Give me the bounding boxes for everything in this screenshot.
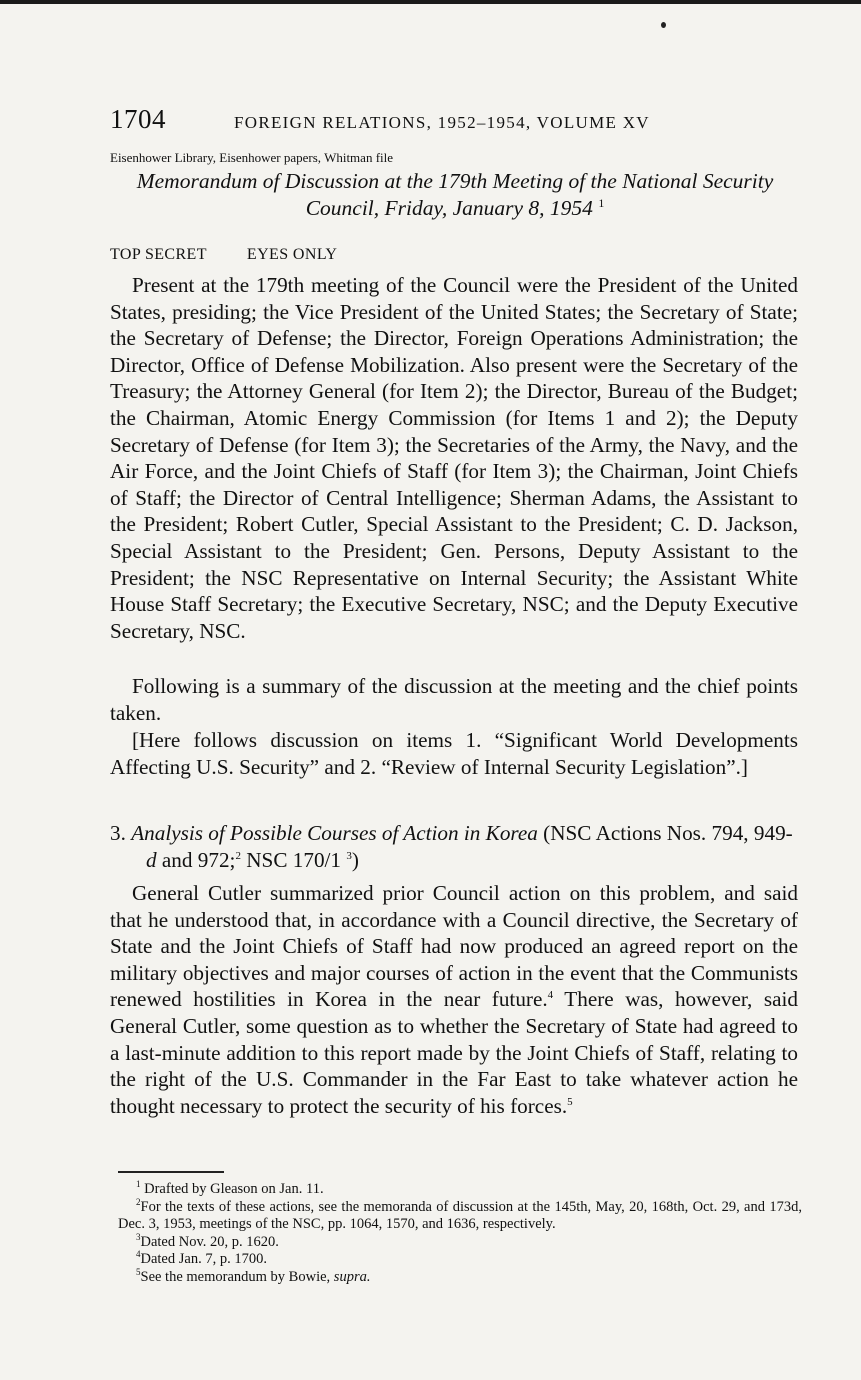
classification-level: TOP SECRET xyxy=(110,246,207,263)
item-number: 3. xyxy=(110,821,126,845)
running-head: FOREIGN RELATIONS, 1952–1954, VOLUME XV xyxy=(234,113,650,132)
footnote-5 xyxy=(118,1266,802,1287)
footnotes xyxy=(118,1181,802,1286)
page-header xyxy=(110,104,750,136)
item-ref-d: d xyxy=(146,847,157,872)
title-line-1: Memorandum of Discussion at the 179th Meeting of the National Security xyxy=(136,169,774,193)
footnote-italic: supra. xyxy=(333,1268,371,1285)
classification-marking xyxy=(110,246,337,264)
footnote-ref-5: 5 xyxy=(567,1095,573,1108)
footnote-ref-2: 2 xyxy=(235,849,241,862)
footnote-4 xyxy=(118,1251,802,1269)
item-ref-close: ) xyxy=(351,847,359,872)
footnote-1 xyxy=(118,1181,802,1199)
footnote-ref-3: 3 xyxy=(346,849,352,862)
editorial-note-paragraph: [Here follows discussion on items 1. “Significant World Developments Affecting U.S. Security” and 2. “Review of Internal Security Legislation”.] xyxy=(110,728,798,779)
footnote-number: 3 xyxy=(136,1231,141,1242)
document-title xyxy=(110,168,800,222)
item-ref-part1: (NSC Actions Nos. 794, 949- xyxy=(543,821,793,845)
source-citation: Eisenhower Library, Eisenhower papers, Whitman file xyxy=(110,150,394,165)
title-footnote-mark: 1 xyxy=(598,195,605,210)
item-ref-part2: and 972; xyxy=(156,847,236,872)
page-top-border xyxy=(0,0,861,4)
item-title: Analysis of Possible Courses of Action in Korea xyxy=(131,821,538,845)
footnote-number: 2 xyxy=(136,1196,141,1207)
footnote-text: Dated Nov. 20, p. 1620. xyxy=(140,1233,279,1250)
item-3-heading xyxy=(110,820,798,873)
cutler-text-2: There was, however, said General Cutler, some question as to whether the Secretary of State had agreed to a last-minute addition to this report made by the Joint Chiefs of Staff, relating to the right of the U.S. Commander in the Far East to take whatever action he thought necessary to protect the security of his forces. xyxy=(110,987,798,1118)
page-number: 1704 xyxy=(110,104,166,134)
footnote-text: For the texts of these actions, see the memoranda of discussion at the 145th, May, 20, 168th, Oct. 29, and 173d, Dec. 3, 1953, meetings of the NSC, pp. 1064, 1570, and 1636, respectively. xyxy=(118,1198,802,1232)
footnote-2 xyxy=(118,1196,802,1234)
footnote-number: 5 xyxy=(136,1266,141,1277)
footnote-3 xyxy=(118,1231,802,1252)
scan-speck xyxy=(661,22,666,28)
item-ref-part3: NSC 170/1 xyxy=(240,847,342,872)
title-line-2-text: Council, Friday, January 8, 1954 xyxy=(305,196,593,220)
cutler-paragraph xyxy=(110,880,798,1119)
classification-handling: EYES ONLY xyxy=(246,246,338,263)
footnote-text: See the memorandum by Bowie, xyxy=(140,1268,334,1285)
footnote-ref-4: 4 xyxy=(547,989,554,1002)
summary-paragraph: Following is a summary of the discussion at the meeting and the chief points taken. xyxy=(110,674,798,725)
footnote-separator xyxy=(118,1171,224,1173)
footnote-text: Drafted by Gleason on Jan. 11. xyxy=(144,1181,324,1197)
footnote-text: Dated Jan. 7, p. 1700. xyxy=(140,1251,267,1267)
cutler-text-1: General Cutler summarized prior Council action on this problem, and said that he understood that, in accordance with a Council directive, the Secretary of State and the Joint Chiefs of Staff had now produced an agreed report on the military objectives and major courses of action in the event that the Communists renewed hostilities in Korea in the near future. xyxy=(110,881,798,1012)
footnote-number: 1 xyxy=(136,1179,141,1190)
footnote-number: 4 xyxy=(136,1249,141,1260)
attendance-paragraph: Present at the 179th meeting of the Council were the President of the United States, presiding; the Vice President of the United States; the Secretary of State; the Secretary of Defense; the Director, Foreign Operations Administration; the Director, Office of Defense Mobilization. Also present were the Secretary of the Treasury; the Attorney General (for Item 2); the Director, Bureau of the Budget; the Chairman, Atomic Energy Commission (for Items 1 and 2); the Deputy Secretary of Defense (for Item 3); the Secretaries of the Army, the Navy, and the Air Force, and the Joint Chiefs of Staff (for Item 3); the Chairman, Joint Chiefs of Staff; the Director of Central Intelligence; Sherman Adams, the Assistant to the President; Robert Cutler, Special Assistant to the President; C. D. Jackson, Special Assistant to the President; Gen. Persons, Deputy Assistant to the President; the NSC Representative on Internal Security; the Assistant White House Staff Secretary; the Executive Secretary, NSC; and the Deputy Executive Secretary, NSC. xyxy=(110,273,798,643)
title-line-2 xyxy=(110,195,800,222)
